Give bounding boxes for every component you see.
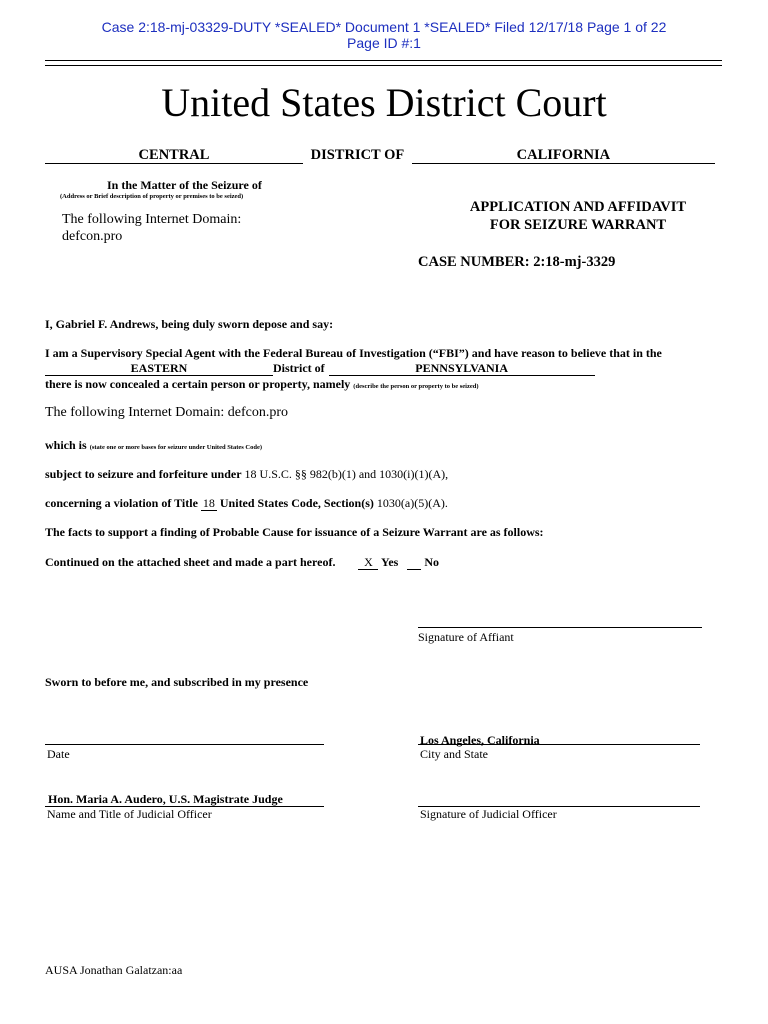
yes-checkbox-mark: X <box>358 556 378 570</box>
agent-statement: I am a Supervisory Special Agent with the Federal Bureau of Investigation (“FBI”) and have reason to believe that in the <box>45 346 662 360</box>
matter-property-line2: defcon.pro <box>62 229 123 244</box>
which-is-line <box>45 438 262 453</box>
case-number: CASE NUMBER: 2:18-mj-3329 <box>418 254 616 270</box>
no-label: No <box>424 555 440 569</box>
judge-value: Hon. Maria A. Audero, U.S. Magistrate Judge <box>48 792 283 806</box>
city-value: Los Angeles, California <box>420 733 540 747</box>
matter-heading: In the Matter of the Seizure of <box>107 178 262 192</box>
header-rule-top <box>45 60 722 61</box>
date-line <box>45 744 324 745</box>
district-right-fill: CALIFORNIA <box>412 148 715 164</box>
concealed-note: (describe the person or property to be seized) <box>353 383 479 390</box>
district-of-label: District of <box>273 361 325 375</box>
violation-mid: United States Code, Section(s) <box>219 496 374 510</box>
which-is-note: (state one or more bases for seizure under United States Code) <box>89 444 263 451</box>
matter-subheading: (Address or Brief description of property or premises to be seized) <box>60 193 244 200</box>
concealed-text: there is now concealed a certain person or property, namely <box>45 377 351 391</box>
sworn-statement: Sworn to before me, and subscribed in my presence <box>45 675 309 689</box>
ausa-footer: AUSA Jonathan Galatzan:aa <box>45 963 183 977</box>
intro-statement: I, Gabriel F. Andrews, being duly sworn depose and say: <box>45 317 334 331</box>
affiant-signature-line <box>418 627 702 628</box>
affiant-signature-label: Signature of Affiant <box>418 630 514 644</box>
title-number: 18 <box>202 496 215 510</box>
district-left-fill: CENTRAL <box>45 148 303 164</box>
district-fill-line <box>45 361 595 376</box>
seized-property: The following Internet Domain: defcon.pro <box>45 405 288 420</box>
continued-text: Continued on the attached sheet and made a part hereof. <box>45 555 336 569</box>
city-line <box>418 744 700 745</box>
district-label: DISTRICT OF <box>310 147 405 163</box>
continued-line <box>45 555 439 570</box>
date-label: Date <box>47 747 70 761</box>
probable-cause-statement: The facts to support a finding of Probable Cause for issuance of a Seizure Warrant are as follows: <box>45 525 544 539</box>
violation-value: 1030(a)(5)(A). <box>376 496 448 510</box>
yes-label: Yes <box>381 555 399 569</box>
matter-property-line1: The following Internet Domain: <box>62 212 242 227</box>
violation-label: concerning a violation of Title <box>45 496 198 510</box>
court-title: United States District Court <box>161 80 607 125</box>
eastern-district-fill: EASTERN <box>45 362 273 376</box>
judicial-signature-label: Signature of Judicial Officer <box>420 807 557 821</box>
city-label: City and State <box>420 747 488 761</box>
header-rule-bottom <box>45 65 722 66</box>
which-is-label: which is <box>45 438 87 452</box>
application-title-line2: FOR SEIZURE WARRANT <box>489 217 667 233</box>
concealed-line <box>45 377 479 392</box>
application-title-line1: APPLICATION AND AFFIDAVIT <box>469 199 687 215</box>
subject-value: 18 U.S.C. §§ 982(b)(1) and 1030(i)(1)(A), <box>244 467 449 481</box>
filing-header-line2: Page ID #:1 <box>347 35 421 51</box>
subject-line <box>45 467 448 482</box>
judge-label: Name and Title of Judicial Officer <box>47 807 212 821</box>
district-line <box>45 147 715 164</box>
violation-line <box>45 496 448 511</box>
no-checkbox-blank <box>407 556 421 570</box>
subject-label: subject to seizure and forfeiture under <box>45 467 242 481</box>
filing-header-line1: Case 2:18-mj-03329-DUTY *SEALED* Document 1 *SEALED* Filed 12/17/18 Page 1 of 22 <box>101 19 667 35</box>
state-fill: PENNSYLVANIA <box>329 362 595 376</box>
